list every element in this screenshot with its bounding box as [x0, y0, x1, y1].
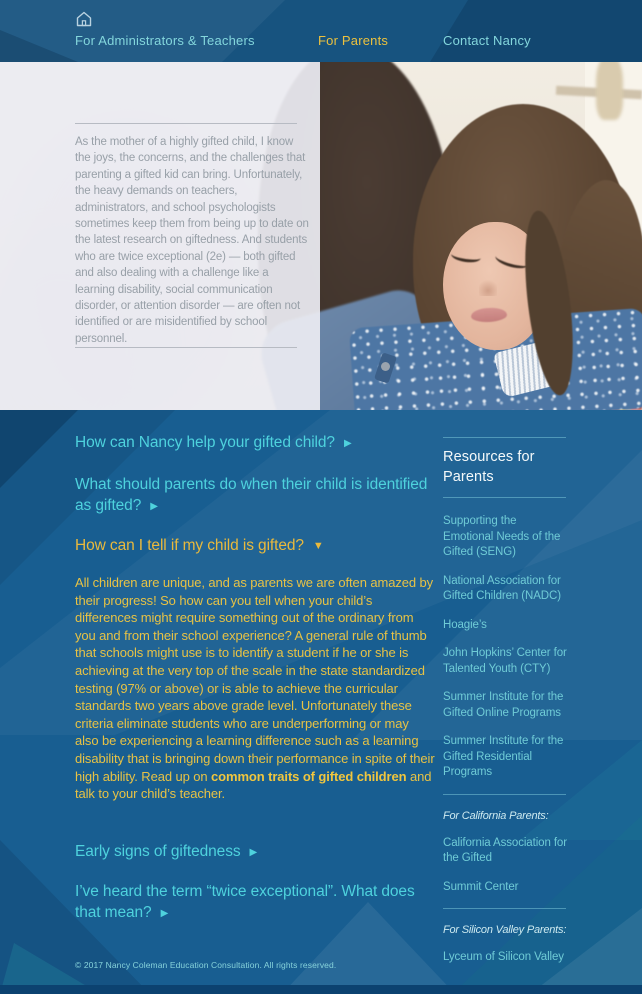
home-link[interactable] — [74, 9, 94, 29]
bottom-bar — [0, 985, 642, 994]
nav-item-contact-nancy[interactable]: Contact Nancy — [443, 33, 531, 48]
divider — [443, 908, 566, 909]
copyright-text: © 2017 Nancy Coleman Education Consultation. All rights reserved. — [75, 960, 337, 970]
sidebar-link-summit-center[interactable]: Summit Center — [443, 880, 519, 893]
california-parents-label: For California Parents: — [443, 809, 549, 822]
faq-column — [75, 432, 441, 925]
answer-text: All children are unique, and as parents we are often amazed by their progress! So how can you tell when your child’s differences might require something out of the ordinary from you and from their school experience? A general rule of thumb that schools might use is to identify a student if he or she is achieving at the very top of the scale in the state standardized testing (97% or above) or is able to achieve the curricular standards two years above grade level. Unfortunately these criteria eliminate students who are underperforming or may also be experiencing a learning difference such as a learning disability that is bringing down their performance in spite of their high ability. Read up on — [75, 575, 435, 784]
home-icon — [74, 9, 94, 29]
divider — [443, 437, 566, 438]
divider — [75, 347, 297, 348]
sidebar-link-cty[interactable]: John Hopkins’ Center for Talented Youth (CTY) — [443, 647, 567, 675]
expand-arrow-icon: ▶ — [150, 501, 158, 512]
divider — [443, 497, 566, 498]
common-traits-link[interactable]: common traits of gifted children — [211, 768, 407, 784]
top-navigation — [0, 0, 642, 62]
resources-sidebar — [443, 437, 569, 979]
expand-arrow-icon: ▶ — [343, 438, 352, 449]
divider — [443, 794, 566, 795]
answer-text: and talk to your child’s teacher. — [75, 768, 432, 802]
question-label: How can I tell if my child is gifted? — [75, 537, 304, 554]
sidebar-link-ca-association[interactable]: California Association for the Gifted — [443, 836, 567, 864]
question-label: I’ve heard the term “twice exceptional”. What does that mean? — [75, 882, 415, 921]
question-how-can-nancy-help[interactable] — [75, 432, 441, 455]
hero-section — [0, 62, 642, 410]
nav-item-administrators-teachers[interactable]: For Administrators & Teachers — [75, 33, 255, 48]
answer-paragraph — [75, 574, 435, 803]
hero-intro-paragraph: As the mother of a highly gifted child, I know the joys, the concerns, and the challenges that parenting a gifted kid can bring. Unfortunately, the heavy demands on teachers, administrators, and school psychologists sometimes keep them from being up to date on the latest research on giftedness. And students who are twice exceptional (2e) — both gifted and also dealing with a challenge like a learning disability, social communication disorder, or attention disorder — are often not identified or are misidentified by school personnel. — [75, 136, 309, 345]
sidebar-link-seng[interactable]: Supporting the Emotional Needs of the Gifted (SENG) — [443, 515, 561, 558]
collapse-arrow-icon: ▼ — [312, 540, 324, 552]
sidebar-link-nadc[interactable]: National Association for Gifted Children (NADC) — [443, 574, 561, 602]
photo-overall-buckle — [381, 362, 390, 371]
content-section — [0, 410, 642, 994]
expand-arrow-icon: ▶ — [249, 846, 258, 858]
sidebar-links — [443, 514, 569, 781]
photo-child-nose — [479, 278, 497, 296]
question-what-should-parents-do[interactable] — [75, 474, 441, 518]
photo-child-eye — [450, 248, 481, 264]
sidebar-title: Resources for Parents — [443, 449, 535, 485]
question-label: What should parents do when their child is identified as gifted? — [75, 476, 428, 514]
sidebar-link-sig-online[interactable]: Summer Institute for the Gifted Online Programs — [443, 691, 564, 719]
photo-shelf-object — [596, 62, 623, 120]
question-early-signs[interactable] — [75, 841, 441, 864]
question-label: Early signs of giftedness — [75, 842, 241, 860]
sidebar-link-hoagies[interactable]: Hoagie’s — [443, 618, 487, 631]
nav-item-for-parents[interactable]: For Parents — [318, 33, 389, 48]
question-twice-exceptional[interactable] — [75, 881, 441, 925]
sidebar-link-sig-residential[interactable]: Summer Institute for the Gifted Residential Programs — [443, 735, 564, 778]
question-label: How can Nancy help your gifted child? — [75, 434, 335, 451]
silicon-valley-parents-label: For Silicon Valley Parents: — [443, 924, 567, 936]
question-how-can-i-tell[interactable] — [75, 535, 441, 558]
expand-arrow-icon: ▶ — [160, 907, 169, 919]
sidebar-link-lyceum[interactable]: Lyceum of Silicon Valley — [443, 951, 564, 963]
divider — [75, 123, 297, 124]
photo-child-lips — [471, 307, 508, 323]
